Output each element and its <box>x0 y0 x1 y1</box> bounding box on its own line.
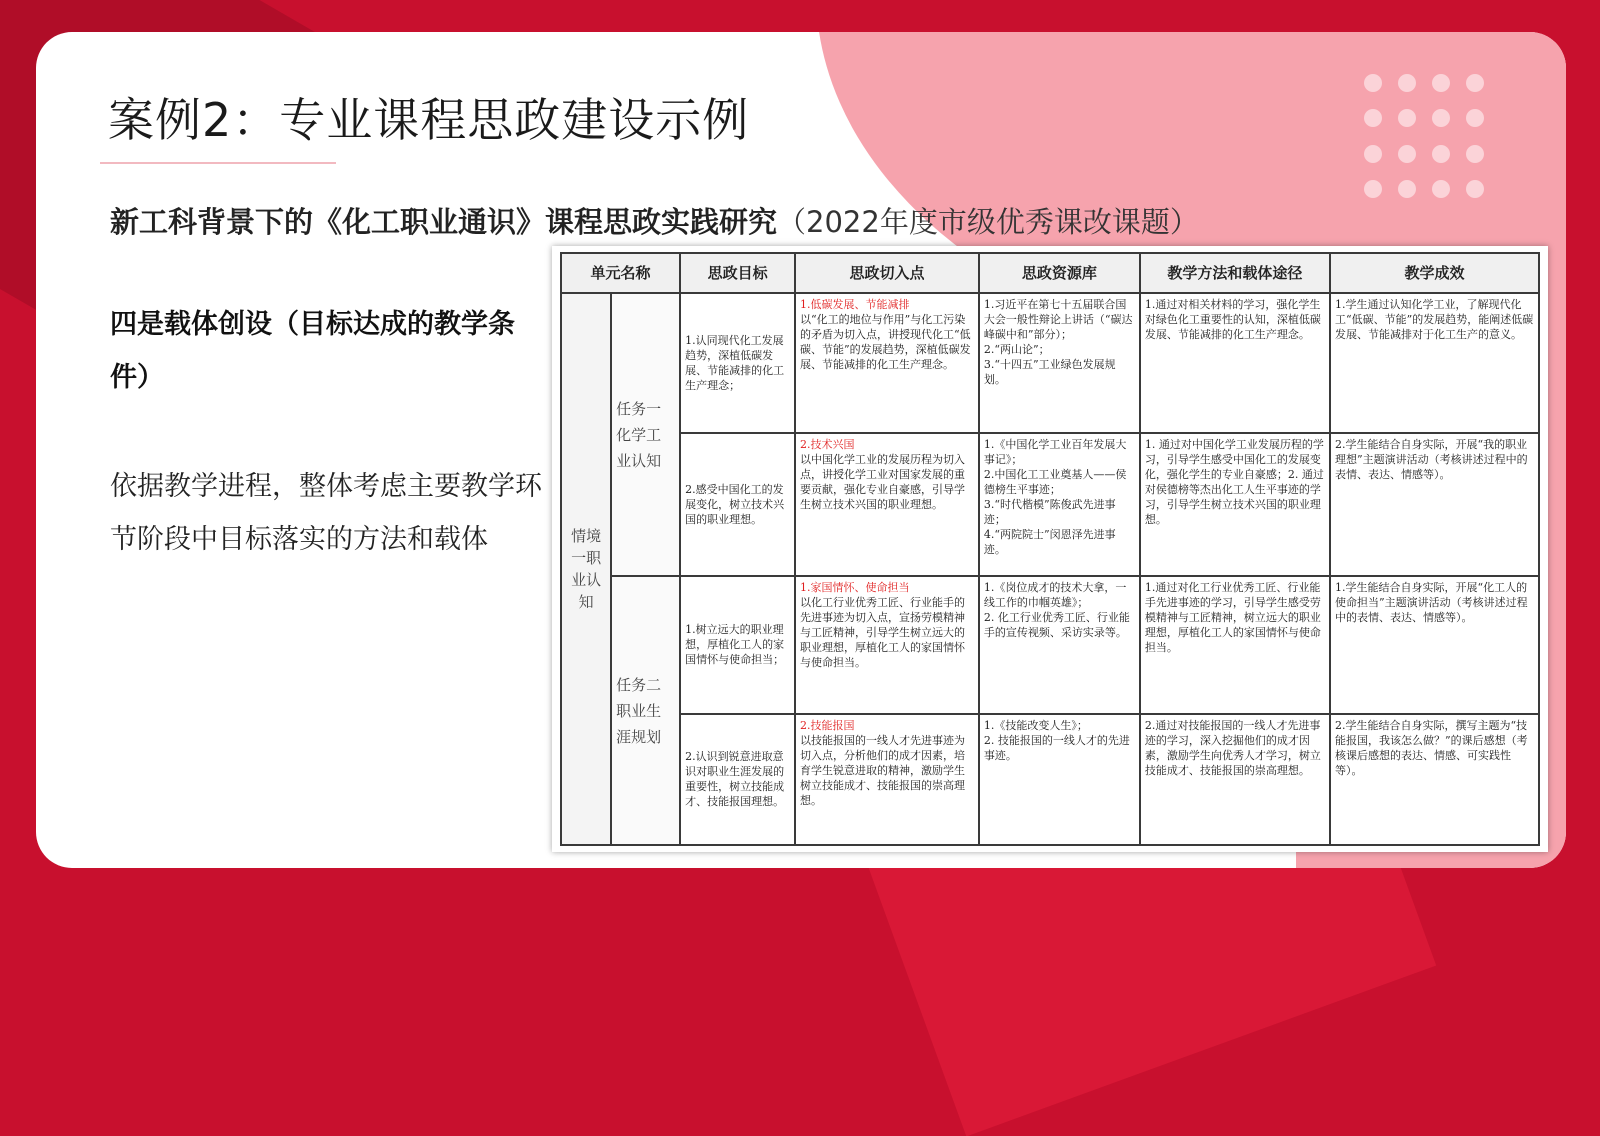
entry-cell <box>795 714 979 845</box>
goal-cell: 1.认同现代化工发展趋势，深植低碳发展、节能减排的化工生产理念； <box>680 293 795 433</box>
unit-cell: 情境一职业认知 <box>561 293 611 845</box>
entry-cell <box>795 433 979 577</box>
course-table <box>560 252 1540 846</box>
goal-cell: 2.感受中国化工的发展变化，树立技术兴国的职业理想。 <box>680 433 795 577</box>
resources-cell <box>979 293 1140 433</box>
resource-item: 1.习近平在第七十五届联合国大会一般性辩论上讲话（“碳达峰碳中和”部分）； <box>983 298 1133 341</box>
slide-card <box>36 32 1566 868</box>
entry-cell <box>795 576 979 713</box>
subtitle-paren: （2022年度市级优秀课改课题） <box>777 205 1199 239</box>
outcome-cell: 2.学生能结合自身实际，开展“我的职业理想”主题演讲活动（考核讲述过程中的表情、表达、情感等）。 <box>1330 433 1539 577</box>
resources-cell <box>979 714 1140 845</box>
outcome-cell: 1.学生能结合自身实际，开展“化工人的使命担当”主题演讲活动（考核讲述过程中的表情、表达、情感等）。 <box>1330 576 1539 713</box>
table-row <box>561 576 1539 713</box>
entry-text: 以中国化学工业的发展历程为切入点，讲授化学工业对国家发展的重要贡献，强化专业自豪感，引导学生树立技术兴国的职业理想。 <box>800 452 966 511</box>
title-underline <box>100 162 336 164</box>
entry-title: 1.家国情怀、使命担当 <box>800 581 910 595</box>
goal-cell: 1.树立远大的职业理想，厚植化工人的家国情怀与使命担当； <box>680 576 795 713</box>
resource-item: 1.《技能改变人生》； <box>983 718 1088 732</box>
table-header-row <box>561 253 1539 293</box>
header-resources: 思政资源库 <box>979 253 1140 293</box>
course-table-image <box>552 246 1548 852</box>
resource-item: 1.《岗位成才的技术大拿，一线工作的巾帼英雄》； <box>983 581 1127 610</box>
table-row <box>561 433 1539 577</box>
method-cell: 2.通过对技能报国的一线人才先进事迹的学习，深入挖掘他们的成才因素，激励学生向优秀人才学习，树立技能成才、技能报国的崇高理想。 <box>1140 714 1330 845</box>
resource-item: 2. 技能报国的一线人才的先进事迹。 <box>983 733 1130 762</box>
left-heading: 四是载体创设（目标达成的教学条件） <box>110 309 515 393</box>
header-unit: 单元名称 <box>561 253 680 293</box>
task-cell: 任务一化学工业认知 <box>611 293 680 576</box>
resource-item: 3.“十四五”工业绿色发展规划。 <box>983 358 1116 386</box>
method-cell: 1.通过对相关材料的学习，强化学生对绿色化工重要性的认知，深植低碳发展、节能减排的化工生产理念。 <box>1140 293 1330 433</box>
outcome-cell: 1.学生通过认知化学工业，了解现代化工“低碳、节能”的发展趋势，能阐述低碳发展、节能减排对于化工生产的意义。 <box>1330 293 1539 433</box>
slide-subtitle <box>110 200 1199 241</box>
outcome-cell: 2.学生能结合自身实际，撰写主题为“技能报国，我该怎么做？”的课后感想（考核课后感想的表达、情感、可实践性等）。 <box>1330 714 1539 845</box>
task-cell: 任务二职业生涯规划 <box>611 576 680 845</box>
entry-text: 以“化工的地位与作用”与化工污染的矛盾为切入点，讲授现代化工“低碳、节能”的发展趋势，深植低碳发展、节能减排的化工生产理念。 <box>800 313 971 371</box>
resource-item: 2. 化工行业优秀工匠、行业能手的宣传视频、采访实录等。 <box>983 611 1130 640</box>
entry-title: 1.低碳发展、节能减排 <box>800 298 910 311</box>
entry-text: 以化工行业优秀工匠、行业能手的先进事迹为切入点，宣扬劳模精神与工匠精神，引导学生树立远大的职业理想，厚植化工人的家国情怀与使命担当。 <box>800 596 966 670</box>
header-outcome: 教学成效 <box>1330 253 1539 293</box>
resource-item: 3.“时代楷模”陈俊武先进事迹； <box>983 497 1116 526</box>
slide-title: 案例2：专业课程思政建设示例 <box>108 93 750 147</box>
header-method: 教学方法和载体途径 <box>1140 253 1330 293</box>
resources-cell <box>979 576 1140 713</box>
resource-item: 2.中国化工工业奠基人——侯德榜生平事迹； <box>983 467 1127 496</box>
table-row <box>561 293 1539 433</box>
subtitle-bold: 新工科背景下的《化工职业通识》课程思政实践研究 <box>110 205 778 239</box>
resource-item: 1.《中国化学工业百年发展大事记》； <box>983 437 1127 466</box>
table-row <box>561 714 1539 845</box>
entry-text: 以技能报国的一线人才先进事迹为切入点，分析他们的成才因素，培育学生锐意进取的精神，激励学生树立技能成才、技能报国的崇高理想。 <box>800 733 966 807</box>
goal-cell: 2.认识到锐意进取意识对职业生涯发展的重要性，树立技能成才、技能报国理想。 <box>680 714 795 845</box>
resource-item: 4.“两院院士”闵恩泽先进事迹。 <box>983 527 1116 556</box>
resource-item: 2.“两山论”； <box>983 343 1050 356</box>
header-entry: 思政切入点 <box>795 253 979 293</box>
left-body-text: 依据教学进程，整体考虑主要教学环节阶段中目标落实的方法和载体 <box>110 471 542 555</box>
method-cell: 1.通过对化工行业优秀工匠、行业能手先进事迹的学习，引导学生感受劳模精神与工匠精神，树立远大的职业理想，厚植化工人的家国情怀与使命担当。 <box>1140 576 1330 713</box>
dot-grid-decoration <box>1364 74 1514 224</box>
header-goal: 思政目标 <box>680 253 795 293</box>
entry-cell <box>795 293 979 433</box>
method-cell: 1. 通过对中国化学工业发展历程的学习，引导学生感受中国化工的发展变化，强化学生的专业自豪感；2. 通过对侯德榜等杰出化工人生平事迹的学习，引导学生树立技术兴国的职业理想。 <box>1140 433 1330 577</box>
entry-title: 2.技术兴国 <box>800 437 855 451</box>
resources-cell <box>979 433 1140 577</box>
entry-title: 2.技能报国 <box>800 718 855 732</box>
